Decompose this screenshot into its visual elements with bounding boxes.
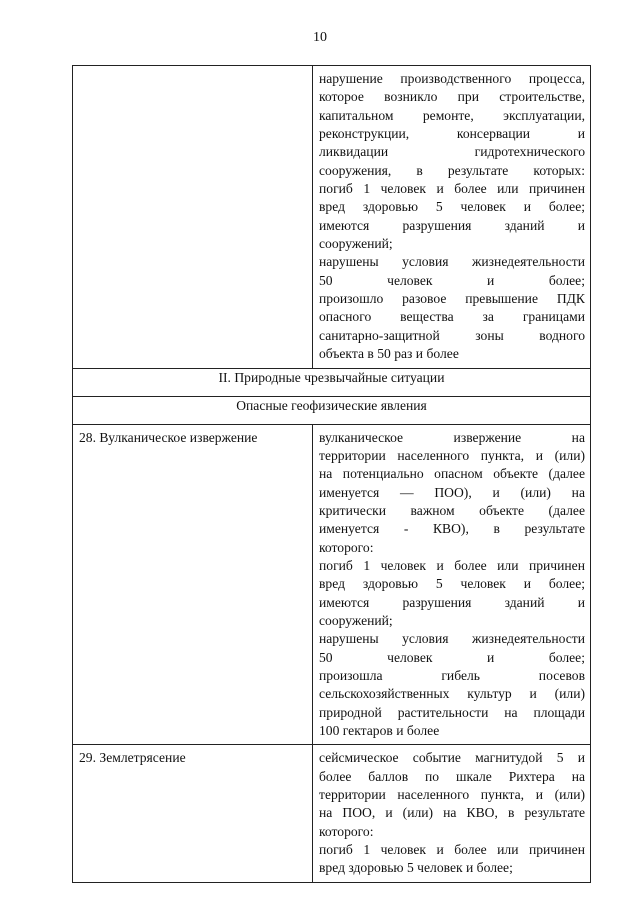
table-cell-criteria	[313, 745, 591, 882]
criteria-line: сейсмическое событие магнитудой 5 и	[319, 750, 585, 766]
page-number: 10	[313, 30, 327, 45]
criteria-line: произошла гибель посевов	[319, 667, 585, 683]
table-cell-title	[73, 424, 313, 745]
criteria-line: которого:	[319, 539, 374, 555]
criteria-line: природной растительности на площади	[319, 704, 585, 720]
section-row	[73, 368, 591, 396]
criteria-line: имеются разрушения зданий и	[319, 594, 585, 610]
criteria-line: нарушены условия жизнедеятельности	[319, 254, 585, 270]
criteria-line: реконструкции, консервации и	[319, 126, 585, 142]
table-row	[73, 424, 591, 745]
criteria-line: нарушены условия жизнедеятельности	[319, 631, 585, 647]
criteria-line: более баллов по шкале Рихтера на	[319, 768, 585, 784]
criteria-line: имеются разрушения зданий и	[319, 217, 585, 233]
criteria-text	[313, 66, 590, 368]
item-title: 29. Землетрясение	[79, 750, 186, 766]
criteria-line: вред здоровью 5 человек и более;	[319, 576, 585, 592]
criteria-line: произошло разовое превышение ПДК	[319, 291, 585, 307]
criteria-line: вулканическое извержение на	[319, 429, 585, 445]
criteria-line: которое возникло при строительстве,	[319, 89, 585, 105]
criteria-line: капитальном ремонте, эксплуатации,	[319, 107, 585, 123]
subsection-heading: Опасные геофизические явления	[73, 396, 591, 424]
section-heading: II. Природные чрезвычайные ситуации	[73, 368, 591, 396]
criteria-line: на ПОО, и (или) на КВО, в результате	[319, 805, 585, 821]
criteria-line: территории населенного пункта, и (или)	[319, 447, 585, 463]
table-cell-criteria	[313, 424, 591, 745]
criteria-line: именуется — ПОО), и (или) на	[319, 484, 585, 500]
subsection-row	[73, 396, 591, 424]
criteria-line: сооружений;	[319, 612, 393, 628]
criteria-line: критически важном объекте (далее	[319, 502, 585, 518]
criteria-line: вред здоровью 5 человек и более;	[319, 860, 513, 876]
criteria-line: санитарно-защитной зоны водного	[319, 327, 585, 343]
criteria-line: погиб 1 человек и более или причинен	[319, 181, 585, 197]
table-row	[73, 66, 591, 369]
criteria-line: ликвидации гидротехнического	[319, 144, 585, 160]
table-cell-title	[73, 745, 313, 882]
criteria-text	[313, 745, 590, 881]
criteria-text	[313, 425, 590, 745]
criteria-line: 100 гектаров и более	[319, 723, 440, 738]
criteria-line: 50 человек и более;	[319, 272, 585, 288]
criteria-line: территории населенного пункта, и (или)	[319, 787, 585, 803]
criteria-line: которого:	[319, 823, 374, 839]
table-row	[73, 745, 591, 882]
criteria-line: на потенциально опасном объекте (далее	[319, 466, 585, 482]
criteria-line: погиб 1 человек и более или причинен	[319, 842, 585, 858]
table-cell-criteria	[313, 66, 591, 369]
criteria-line: 50 человек и более;	[319, 649, 585, 665]
item-title: 28. Вулканическое извержение	[79, 429, 258, 445]
criteria-line: вред здоровью 5 человек и более;	[319, 199, 585, 215]
criteria-line: погиб 1 человек и более или причинен	[319, 557, 585, 573]
criteria-line: именуется - КВО), в результате	[319, 521, 585, 537]
criteria-line: сельскохозяйственных культур и (или)	[319, 686, 585, 702]
criteria-line: объекта в 50 раз и более	[319, 346, 459, 362]
criteria-line: опасного вещества за границами	[319, 309, 585, 325]
emergency-criteria-table	[72, 65, 591, 883]
criteria-line: сооружений;	[319, 236, 393, 252]
table-cell-title	[73, 66, 313, 369]
criteria-line: сооружения, в результате которых:	[319, 162, 585, 178]
criteria-line: нарушение производственного процесса,	[319, 71, 585, 86]
